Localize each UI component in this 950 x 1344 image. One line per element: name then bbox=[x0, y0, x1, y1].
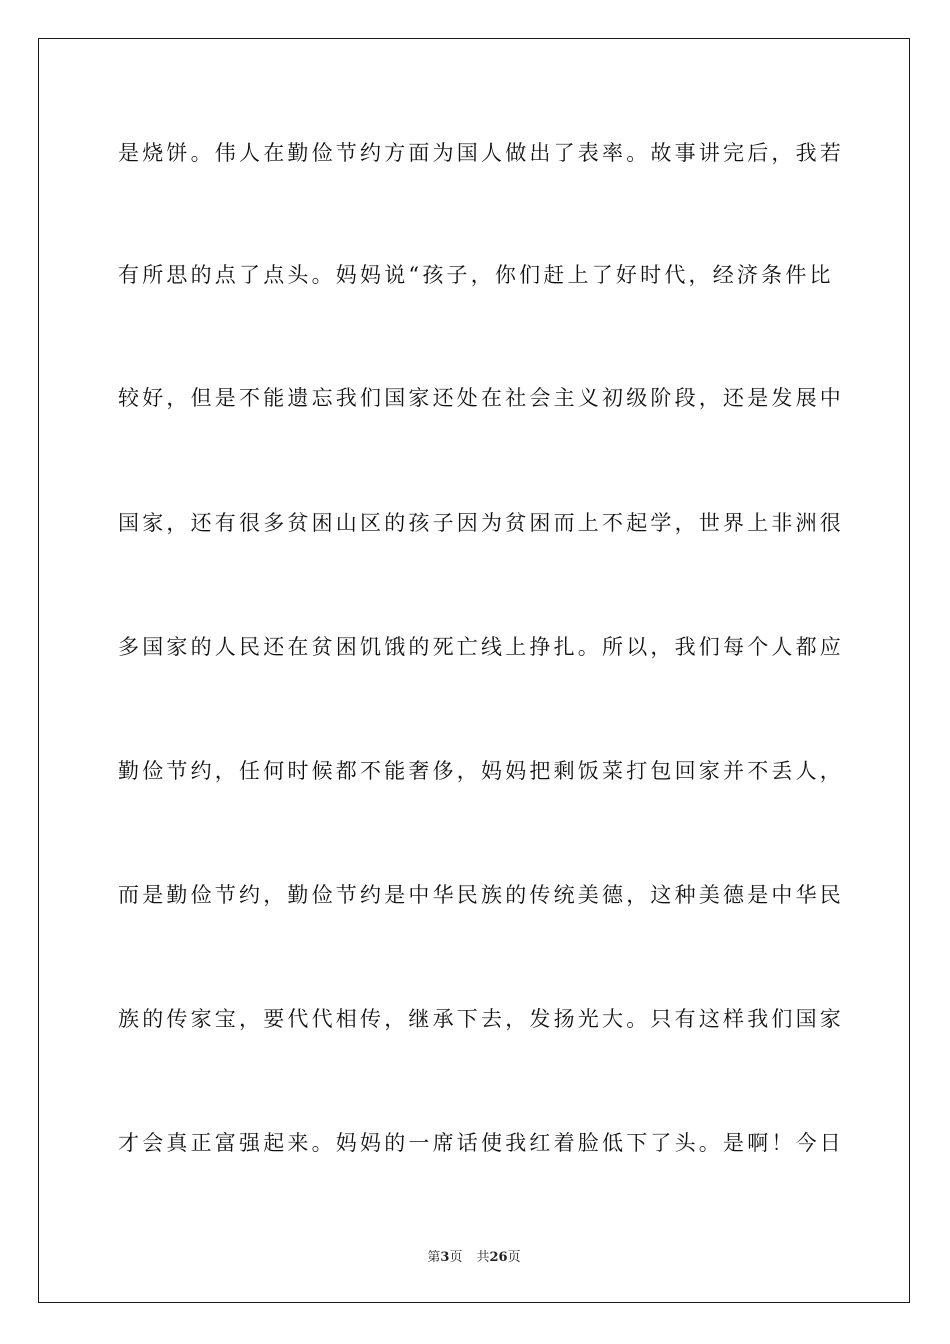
total-pages: 26 bbox=[489, 1250, 508, 1265]
page-frame bbox=[38, 38, 910, 1303]
text-line-6: 勤俭节约，任何时候都不能奢侈，妈妈把剩饭菜打包回家并不丢人， bbox=[118, 759, 844, 783]
text-line-5: 多国家的人民还在贫困饥饿的死亡线上挣扎。所以，我们每个人都应 bbox=[118, 635, 844, 659]
text-line-2: 有所思的点了点头。妈妈说“孩子，你们赶上了好时代，经济条件比 bbox=[118, 263, 834, 287]
total-prefix: 共 bbox=[476, 1250, 490, 1265]
text-line-4: 国家，还有很多贫困山区的孩子因为贫困而上不起学，世界上非洲很 bbox=[118, 511, 844, 535]
text-line-1: 是烧饼。伟人在勤俭节约方面为国人做出了表率。故事讲完后，我若 bbox=[118, 141, 844, 165]
text-line-8: 族的传家宝，要代代相传，继承下去，发扬光大。只有这样我们国家 bbox=[118, 1007, 844, 1031]
text-line-3: 较好，但是不能遗忘我们国家还处在社会主义初级阶段，还是发展中 bbox=[118, 386, 844, 410]
page-number: 3 bbox=[440, 1250, 450, 1265]
text-line-9: 才会真正富强起来。妈妈的一席话使我红着脸低下了头。是啊！今日 bbox=[118, 1131, 844, 1155]
total-suffix: 页 bbox=[507, 1250, 521, 1265]
page-prefix: 第 bbox=[427, 1250, 441, 1265]
page-footer bbox=[39, 1246, 909, 1265]
page-suffix: 页 bbox=[449, 1250, 463, 1265]
text-line-7: 而是勤俭节约，勤俭节约是中华民族的传统美德，这种美德是中华民 bbox=[118, 883, 844, 907]
